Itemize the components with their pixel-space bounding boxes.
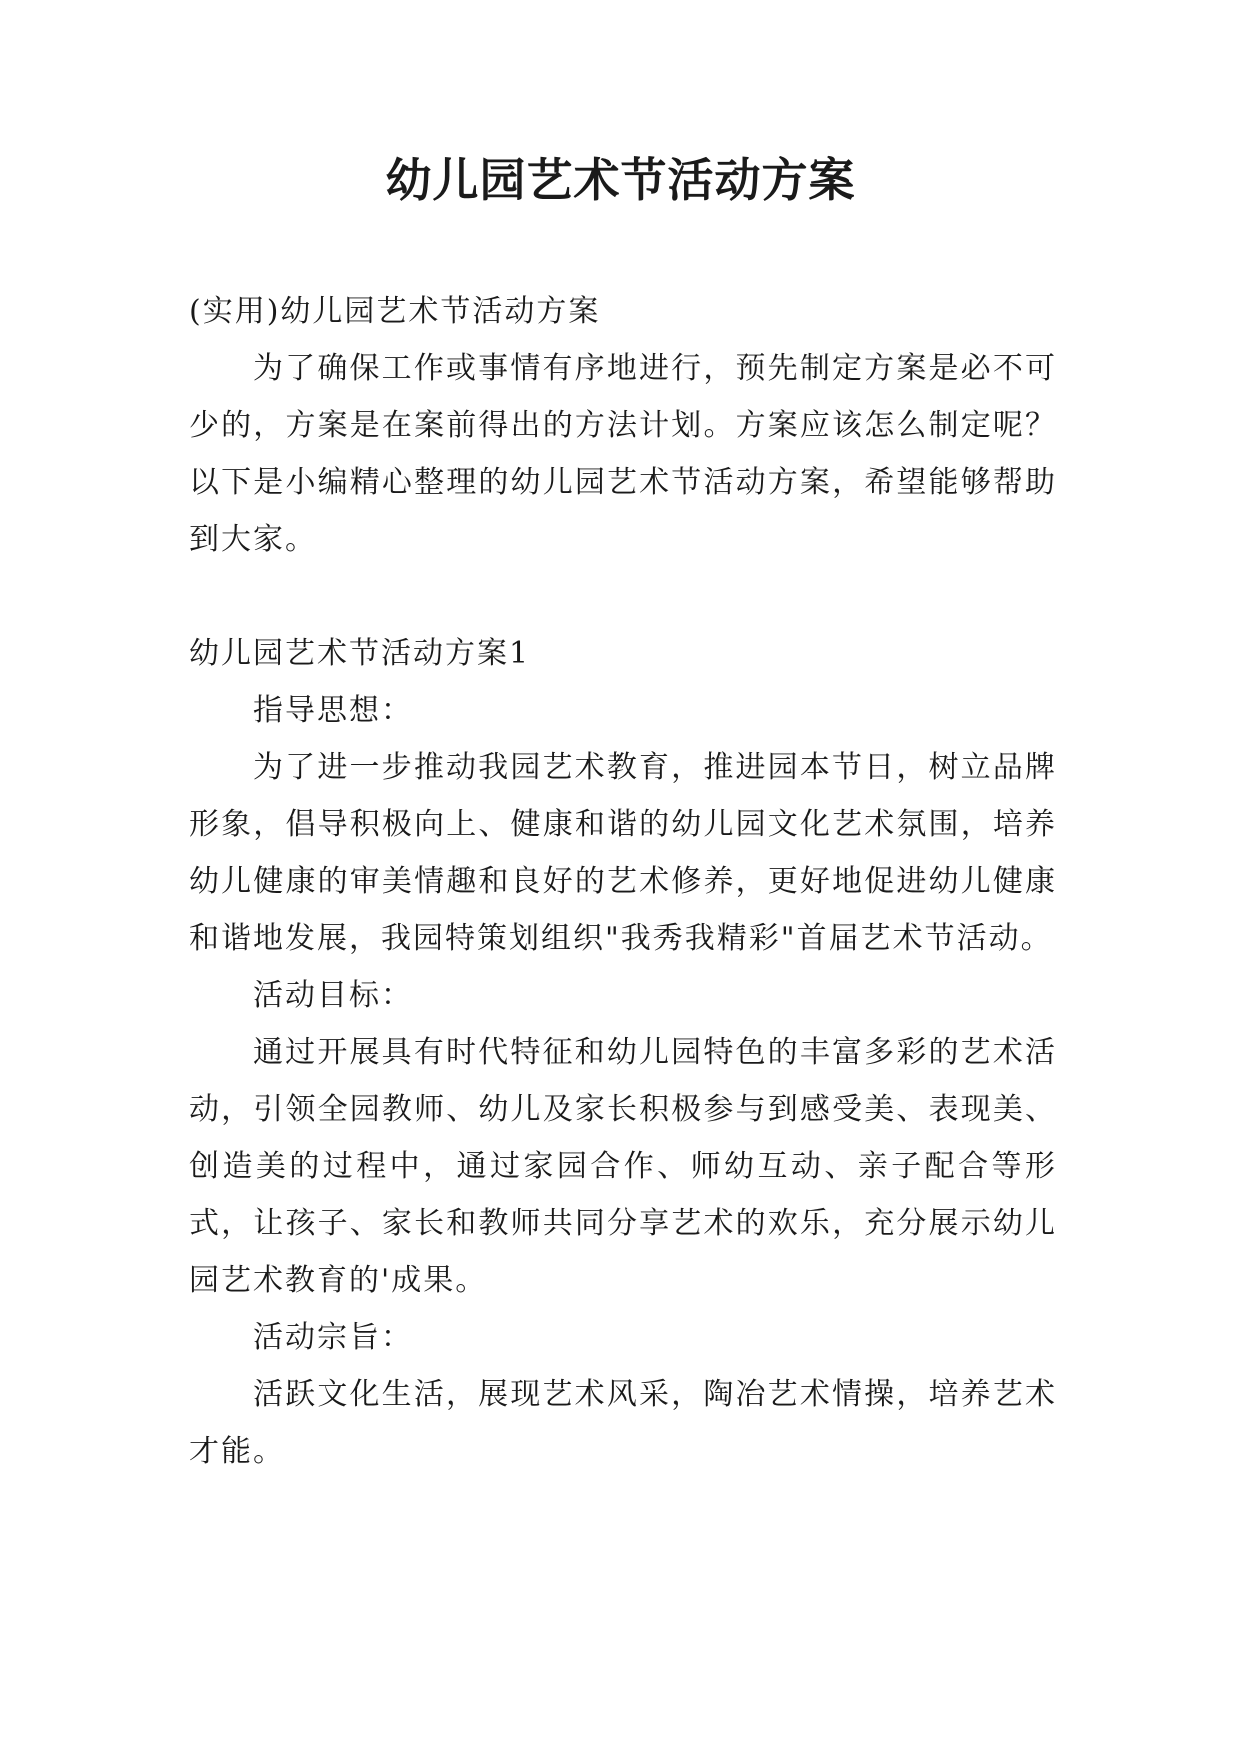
goal-paragraph: 通过开展具有时代特征和幼儿园特色的丰富多彩的艺术活动，引领全园教师、幼儿及家长积极参与到感受美、表现美、创造美的过程中，通过家园合作、师幼互动、亲子配合等形式，让孩子、家长和教师共同分享艺术的欢乐，充分展示幼儿园艺术教育的'成果。 [189,1035,1057,1298]
document-title: 幼儿园艺术节活动方案 [385,153,856,207]
guiding-label: 指导思想： [253,693,413,728]
tenet-paragraph: 活跃文化生活，展现艺术风采，陶冶艺术情操，培养艺术才能。 [189,1377,1057,1469]
guiding-paragraph: 为了进一步推动我园艺术教育，推进园本节日，树立品牌形象，倡导积极向上、健康和谐的幼儿园文化艺术氛围，培养幼儿健康的审美情趣和良好的艺术修养，更好地促进幼儿健康和谐地发展，我园特策划组织"我秀我精彩"首届艺术节活动。 [189,750,1057,956]
goal-label: 活动目标： [253,978,413,1013]
document-body [189,283,1057,1480]
section-heading: 幼儿园艺术节活动方案1 [189,636,531,671]
tenet-label: 活动宗旨： [253,1320,413,1355]
intro-paragraph: 为了确保工作或事情有序地进行，预先制定方案是必不可少的，方案是在案前得出的方法计划。方案应该怎么制定呢？以下是小编精心整理的幼儿园艺术节活动方案，希望能够帮助到大家。 [189,351,1057,557]
subtitle-line: (实用)幼儿园艺术节活动方案 [189,294,601,329]
